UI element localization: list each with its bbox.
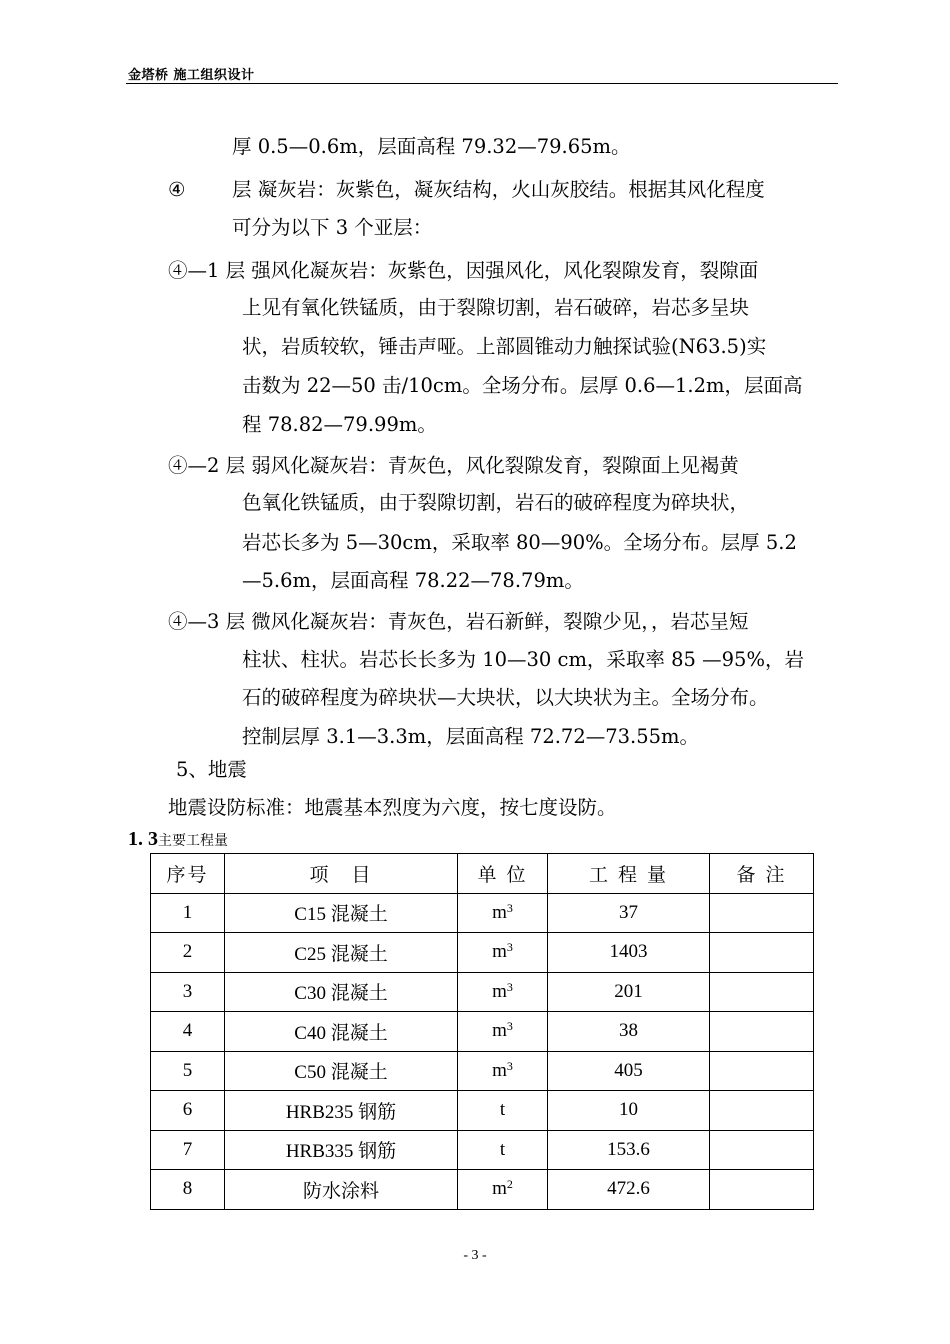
unit-exponent: 3 bbox=[506, 1019, 513, 1034]
unit-exponent: 3 bbox=[506, 979, 513, 994]
unit-symbol: m bbox=[492, 941, 507, 963]
quantity-cell: 201 bbox=[548, 972, 710, 1012]
header-cell: 序号 bbox=[151, 854, 225, 894]
table-row bbox=[151, 972, 814, 1012]
unit-symbol: m bbox=[492, 1020, 507, 1042]
body-line: ④—3 层 微风化凝灰岩：青灰色，岩石新鲜，裂隙少见，，岩芯呈短 bbox=[168, 610, 749, 633]
section-heading bbox=[128, 828, 228, 851]
body-line: 控制层厚 3.1—3.3m，层面高程 72.72—73.55m。 bbox=[242, 725, 700, 748]
header-divider bbox=[126, 83, 838, 84]
header-cell: 备 注 bbox=[710, 854, 814, 894]
subsection-heading: 5、地震 bbox=[176, 758, 247, 781]
page-header-title: 金塔桥 施工组织设计 bbox=[128, 68, 255, 83]
table-row bbox=[151, 1091, 814, 1131]
row-number-cell: 1 bbox=[151, 893, 225, 933]
body-line: ④—1 层 强风化凝灰岩：灰紫色，因强风化，风化裂隙发育，裂隙面 bbox=[168, 259, 759, 282]
unit-cell bbox=[458, 1051, 548, 1091]
item-cell: 防水涂料 bbox=[225, 1170, 458, 1210]
body-line: 层 凝灰岩：灰紫色，凝灰结构，火山灰胶结。根据其风化程度 bbox=[232, 178, 765, 201]
body-line: 石的破碎程度为碎块状—大块状，以大块状为主。全场分布。 bbox=[242, 686, 769, 709]
body-line: 可分为以下 3 个亚层： bbox=[232, 216, 433, 239]
unit-exponent: 3 bbox=[506, 940, 513, 955]
unit-cell bbox=[458, 1091, 548, 1131]
item-cell: HRB335 钢筋 bbox=[225, 1130, 458, 1170]
quantity-cell: 10 bbox=[548, 1091, 710, 1131]
unit-cell bbox=[458, 1130, 548, 1170]
item-cell: C40 混凝土 bbox=[225, 1012, 458, 1052]
row-number-cell: 7 bbox=[151, 1130, 225, 1170]
row-number-cell: 6 bbox=[151, 1091, 225, 1131]
unit-exponent: 3 bbox=[506, 1058, 513, 1073]
layer-marker: ④ bbox=[168, 178, 186, 201]
table-row bbox=[151, 933, 814, 973]
body-line: 柱状、柱状。岩芯长长多为 10—30 cm，采取率 85 —95%，岩 bbox=[242, 648, 804, 671]
quantity-cell: 37 bbox=[548, 893, 710, 933]
unit-symbol: t bbox=[499, 1138, 506, 1160]
unit-cell bbox=[458, 1012, 548, 1052]
quantity-cell: 153.6 bbox=[548, 1130, 710, 1170]
note-cell bbox=[710, 1170, 814, 1210]
row-number-cell: 3 bbox=[151, 972, 225, 1012]
item-cell: HRB235 钢筋 bbox=[225, 1091, 458, 1131]
unit-symbol: m bbox=[492, 901, 507, 923]
item-cell: C15 混凝土 bbox=[225, 893, 458, 933]
row-number-cell: 5 bbox=[151, 1051, 225, 1091]
page-number: - 3 - bbox=[463, 1248, 487, 1263]
quantity-cell: 1403 bbox=[548, 933, 710, 973]
note-cell bbox=[710, 933, 814, 973]
body-line: 色氧化铁锰质，由于裂隙切割，岩石的破碎程度为碎块状， bbox=[242, 491, 750, 514]
header-cell: 项 目 bbox=[225, 854, 458, 894]
body-line: 击数为 22—50 击/10cm。全场分布。层厚 0.6—1.2m，层面高 bbox=[242, 374, 803, 397]
quantity-table bbox=[150, 853, 814, 1210]
note-cell bbox=[710, 1091, 814, 1131]
table-row bbox=[151, 1051, 814, 1091]
item-cell: C25 混凝土 bbox=[225, 933, 458, 973]
body-line: 地震设防标准：地震基本烈度为六度，按七度设防。 bbox=[168, 796, 617, 819]
unit-cell bbox=[458, 893, 548, 933]
header-cell: 单 位 bbox=[458, 854, 548, 894]
unit-cell bbox=[458, 1170, 548, 1210]
unit-symbol: t bbox=[499, 1099, 506, 1121]
table-row bbox=[151, 1130, 814, 1170]
section-title: 主要工程量 bbox=[158, 833, 228, 849]
table-row bbox=[151, 1012, 814, 1052]
unit-exponent: 2 bbox=[506, 1177, 513, 1192]
section-number: 1. 3 bbox=[128, 828, 158, 850]
note-cell bbox=[710, 893, 814, 933]
quantity-cell: 472.6 bbox=[548, 1170, 710, 1210]
note-cell bbox=[710, 972, 814, 1012]
unit-exponent: 3 bbox=[506, 900, 513, 915]
body-line: 上见有氧化铁锰质，由于裂隙切割，岩石破碎，岩芯多呈块 bbox=[242, 296, 750, 319]
table-row bbox=[151, 893, 814, 933]
unit-cell bbox=[458, 933, 548, 973]
body-line: —5.6m，层面高程 78.22—78.79m。 bbox=[242, 569, 584, 592]
note-cell bbox=[710, 1051, 814, 1091]
body-line: 程 78.82—79.99m。 bbox=[242, 413, 437, 436]
unit-symbol: m bbox=[492, 980, 507, 1002]
unit-symbol: m bbox=[492, 1178, 507, 1200]
table-row bbox=[151, 1170, 814, 1210]
note-cell bbox=[710, 1130, 814, 1170]
unit-symbol: m bbox=[492, 1059, 507, 1081]
body-line: ④—2 层 弱风化凝灰岩：青灰色，风化裂隙发育，裂隙面上见褐黄 bbox=[168, 454, 739, 477]
row-number-cell: 4 bbox=[151, 1012, 225, 1052]
quantity-cell: 405 bbox=[548, 1051, 710, 1091]
quantity-cell: 38 bbox=[548, 1012, 710, 1052]
body-line: 岩芯长多为 5—30cm，采取率 80—90%。全场分布。层厚 5.2 bbox=[242, 531, 797, 554]
row-number-cell: 2 bbox=[151, 933, 225, 973]
item-cell: C30 混凝土 bbox=[225, 972, 458, 1012]
body-line: 厚 0.5—0.6m，层面高程 79.32—79.65m。 bbox=[232, 135, 631, 158]
unit-cell bbox=[458, 972, 548, 1012]
header-cell: 工 程 量 bbox=[548, 854, 710, 894]
table-header-row bbox=[151, 854, 814, 894]
item-cell: C50 混凝土 bbox=[225, 1051, 458, 1091]
body-line: 状，岩质较软，锤击声哑。上部圆锥动力触探试验(N63.5)实 bbox=[242, 335, 767, 358]
note-cell bbox=[710, 1012, 814, 1052]
row-number-cell: 8 bbox=[151, 1170, 225, 1210]
